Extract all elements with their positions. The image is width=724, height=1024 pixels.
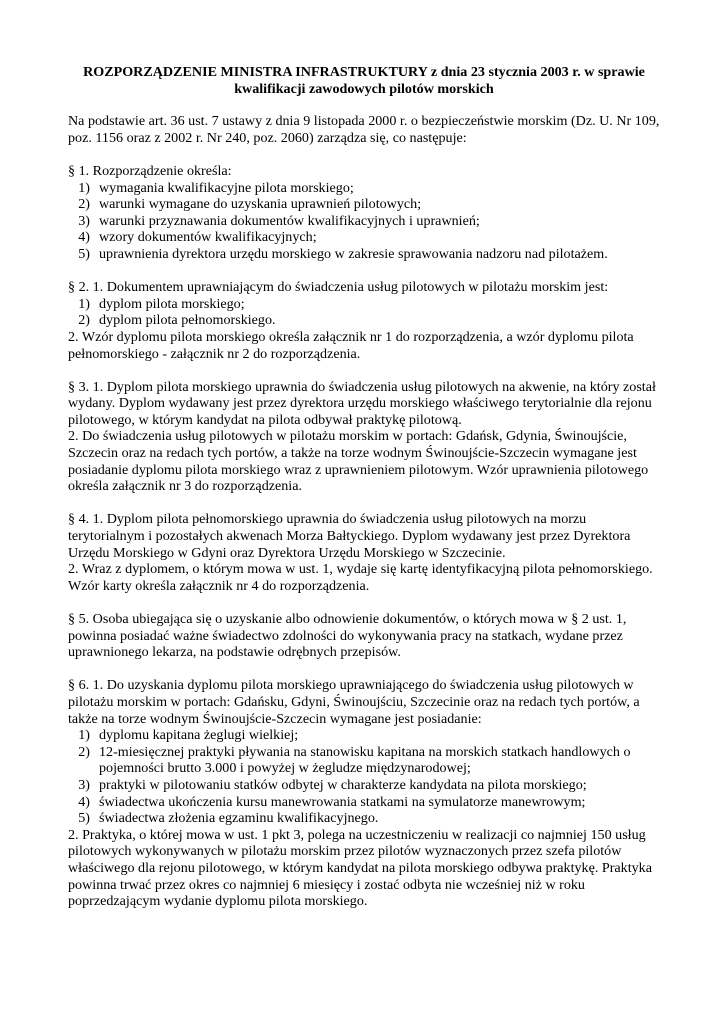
item-number: 1) <box>78 727 90 744</box>
intro-paragraph: Na podstawie art. 36 ust. 7 ustawy z dnia 9 listopada 2000 r. o bezpieczeństwie morskim (Dz. U. Nr 109, poz. 1156 oraz z 2002 r. Nr 240, poz. 2060) zarządza się, co następuje: <box>68 113 660 146</box>
section-1 <box>68 163 660 263</box>
item-text: świadectwa złożenia egzaminu kwalifikacyjnego. <box>99 810 379 827</box>
list-item <box>68 810 660 827</box>
section-6-lead: § 6. 1. Do uzyskania dyplomu pilota morskiego uprawniającego do świadczenia usług pilotowych w pilotażu morskim w portach: Gdańsku, Gdyni, Świnoujściu, Szczecinie oraz na redach tych portów, a także na torze wodnym Świnoujście-Szczecin wymagane jest posiadanie: <box>68 677 640 727</box>
item-text: praktyki w pilotowaniu statków odbytej w charakterze kandydata na pilota morskiego; <box>99 776 587 793</box>
list-item <box>68 727 660 744</box>
item-text: warunki przyznawania dokumentów kwalifikacyjnych i uprawnień; <box>99 212 480 229</box>
list-item <box>68 777 660 794</box>
item-text: wymagania kwalifikacyjne pilota morskiego; <box>99 179 354 196</box>
item-number: 5) <box>78 810 90 827</box>
list-item <box>68 312 660 329</box>
section-2-lead: § 2. 1. Dokumentem uprawniającym do świadczenia usług pilotowych w pilotażu morskim jest: <box>68 279 609 296</box>
list-item <box>68 229 660 246</box>
list-item <box>68 213 660 230</box>
item-text: świadectwa ukończenia kursu manewrowania statkami na symulatorze manewrowym; <box>99 793 586 810</box>
section-2-paragraph-2: 2. Wzór dyplomu pilota morskiego określa załącznik nr 1 do rozporządzenia, a wzór dyplomu pilota pełnomorskiego - załącznik nr 2 do rozporządzenia. <box>68 328 634 362</box>
section-4-paragraph-2: 2. Wraz z dyplomem, o którym mowa w ust. 1, wydaje się kartę identyfikacyjną pilota pełnomorskiego. Wzór karty określa załącznik nr 4 do rozporządzenia. <box>68 561 653 594</box>
section-3-paragraph-2: 2. Do świadczenia usług pilotowych w pilotażu morskim w portach: Gdańsk, Gdynia, Świnoujście, Szczecin oraz na redach tych portów, a także na torze wodnym Świnoujście-Szczecin wymagane jest posiadanie dyplomu pilota morskiego wraz z uprawnieniem pilotowym. Wzór uprawnienia pilotowego określa załącznik nr 3 do rozporządzenia. <box>68 428 649 495</box>
list-item <box>68 744 660 777</box>
item-number: 3) <box>78 776 90 793</box>
item-text: dyplom pilota pełnomorskiego. <box>99 312 276 329</box>
item-number: 1) <box>78 295 90 312</box>
item-text: uprawnienia dyrektora urzędu morskiego w zakresie sprawowania nadzoru nad pilotażem. <box>99 245 608 262</box>
section-2 <box>68 279 660 362</box>
item-text: dyplom pilota morskiego; <box>99 295 245 312</box>
document-title: ROZPORZĄDZENIE MINISTRA INFRASTRUKTURY z dnia 23 stycznia 2003 r. w sprawie kwalifikacji zawodowych pilotów morskich <box>83 64 645 97</box>
item-text: 12-miesięcznej praktyki pływania na stanowisku kapitana na morskich statkach handlowych o pojemności brutto 3.000 i powyżej w żegludze międzynarodowej; <box>99 743 631 777</box>
item-number: 2) <box>78 312 90 329</box>
list-item <box>68 296 660 313</box>
section-4 <box>68 511 660 594</box>
item-number: 4) <box>78 793 90 810</box>
section-1-lead: § 1. Rozporządzenie określa: <box>68 162 232 179</box>
list-item <box>68 246 660 263</box>
section-3-paragraph-1: § 3. 1. Dyplom pilota morskiego uprawnia do świadczenia usług pilotowych na akwenie, na który został wydany. Dyplom wydawany jest przez dyrektora urzędu morskiego właściwego terytorialnie dla rejonu pilotowego, w którym kandydat na pilota odbywał praktykę pilotową. <box>68 378 656 428</box>
section-6-list <box>68 727 660 827</box>
item-text: dyplomu kapitana żeglugi wielkiej; <box>99 727 299 744</box>
list-item <box>68 180 660 197</box>
item-number: 5) <box>78 245 90 262</box>
section-6-paragraph-2: 2. Praktyka, o której mowa w ust. 1 pkt 3, polega na uczestniczeniu w realizacji co najmniej 150 usług pilotowych wykonywanych w pilotażu morskim przez pilotów wyznaczonych przez szefa pilotów właściwego dla rejonu pilotowego, w którym kandydat na pilota morskiego odbywa praktykę. Praktyka powinna trwać przez okres co najmniej 6 miesięcy i zostać odbyta nie wcześniej niż w roku poprzedzającym wydanie dyplomu pilota morskiego. <box>68 826 652 910</box>
section-1-list <box>68 180 660 263</box>
item-number: 2) <box>78 743 90 760</box>
item-text: warunki wymagane do uzyskania uprawnień pilotowych; <box>99 196 422 213</box>
list-item <box>68 196 660 213</box>
section-6 <box>68 677 660 909</box>
item-number: 2) <box>78 196 90 213</box>
document-page <box>68 64 660 926</box>
list-item <box>68 794 660 811</box>
item-text: wzory dokumentów kwalifikacyjnych; <box>99 229 317 246</box>
section-5-paragraph-1: § 5. Osoba ubiegająca się o uzyskanie albo odnowienie dokumentów, o których mowa w § 2 ust. 1, powinna posiadać ważne świadectwo zdolności do wykonywania pracy na statkach, wydane przez uprawnionego lekarza, na podstawie odrębnych przepisów. <box>68 611 627 661</box>
section-2-list <box>68 296 660 329</box>
section-4-paragraph-1: § 4. 1. Dyplom pilota pełnomorskiego uprawnia do świadczenia usług pilotowych na morzu terytorialnym i pozostałych akwenach Morza Bałtyckiego. Dyplom wydawany jest przez Dyrektora Urzędu Morskiego w Gdyni oraz Dyrektora Urzędu Morskiego w Szczecinie. <box>68 511 631 561</box>
item-number: 3) <box>78 212 90 229</box>
section-5 <box>68 611 660 661</box>
item-number: 1) <box>78 179 90 196</box>
item-number: 4) <box>78 229 90 246</box>
section-3 <box>68 379 660 495</box>
